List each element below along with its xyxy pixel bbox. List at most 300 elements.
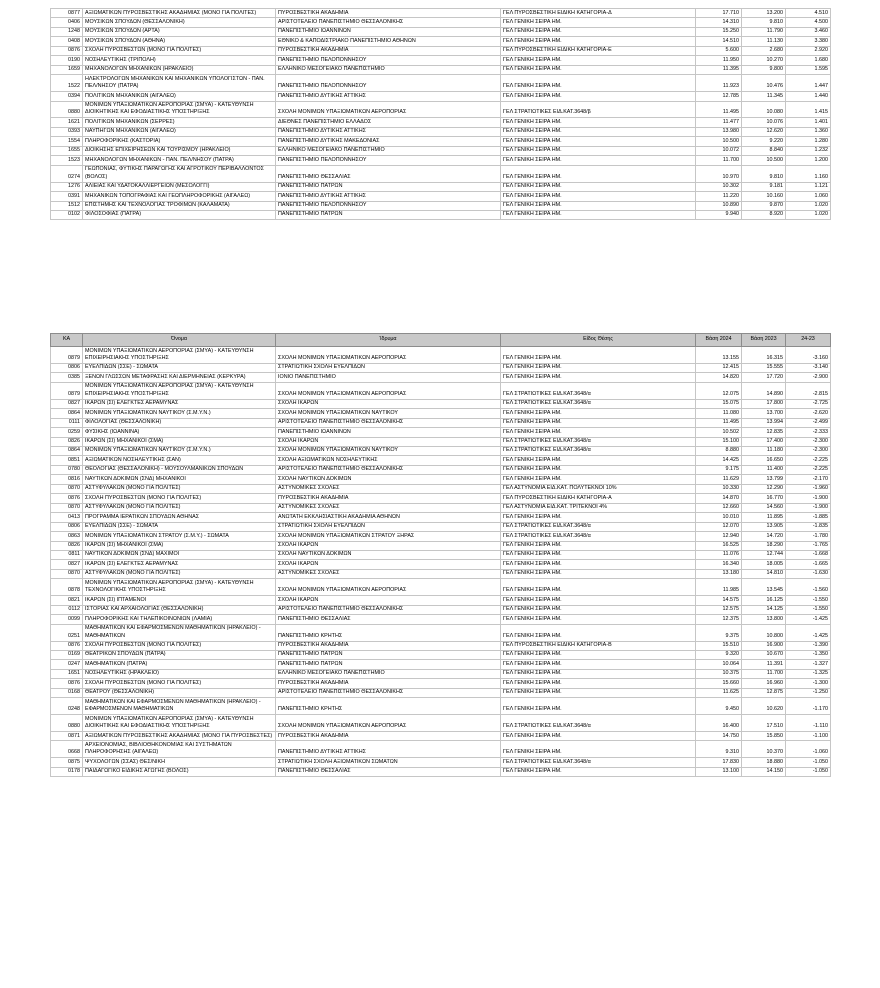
cell-position-type: ΓΕΛ ΓΕΝΙΚΗ ΣΕΙΡΑ ΗΜ.	[501, 127, 696, 136]
cell-institution: ΣΧΟΛΗ ΝΑΥΤΙΚΩΝ ΔΟΚΙΜΩΝ	[276, 475, 501, 484]
cell-institution: ΕΘΝΙΚΟ & ΚΑΠΟΔΙΣΤΡΙΑΚΟ ΠΑΝΕΠΙΣΤΗΜΙΟ ΑΘΗΝΩΝ	[276, 37, 501, 46]
cell-base-2024: 10.375	[696, 669, 742, 678]
table-row[interactable]	[51, 418, 831, 427]
cell-difference: -1.425	[786, 615, 831, 624]
cell-position-type: ΓΕΛ ΣΤΡΑΤΙΩΤΙΚΕΣ ΕΙΔ.ΚΑΤ.3648/α	[501, 446, 696, 455]
table-row[interactable]	[51, 669, 831, 678]
cell-ka: 0826	[51, 437, 83, 446]
cell-institution: ΠΑΝΕΠΙΣΤΗΜΙΟ ΘΕΣΣΑΛΙΑΣ	[276, 615, 501, 624]
table-row[interactable]	[51, 484, 831, 493]
table-row[interactable]	[51, 27, 831, 36]
cell-base-2024: 14.870	[696, 494, 742, 503]
cell-name: ΙΚΑΡΩΝ (ΣΙ) ΕΛΕΓΚΤΕΣ ΑΕΡΑΜΥΝΑΣ	[83, 399, 276, 408]
cell-position-type: ΓΕΛ ΓΕΝΙΚΗ ΣΕΙΡΑ ΗΜ.	[501, 624, 696, 641]
table-row[interactable]	[51, 758, 831, 767]
cell-institution: ΠΥΡΟΣΒΕΣΤΙΚΗ ΑΚΑΔΗΜΙΑ	[276, 46, 501, 55]
cell-base-2023: 16.650	[742, 456, 786, 465]
table-row[interactable]	[51, 605, 831, 614]
table-row[interactable]	[51, 475, 831, 484]
cell-base-2023: 16.960	[742, 679, 786, 688]
cell-base-2024: 10.330	[696, 484, 742, 493]
table-row[interactable]	[51, 56, 831, 65]
cell-position-type: ΓΕΛ ΓΕΝΙΚΗ ΣΕΙΡΑ ΗΜ.	[501, 475, 696, 484]
cell-base-2024: 11.923	[696, 75, 742, 92]
cell-base-2023: 13.545	[742, 579, 786, 596]
table-row[interactable]	[51, 615, 831, 624]
cell-difference: -1.060	[786, 741, 831, 758]
cell-ka: 0876	[51, 679, 83, 688]
cell-institution: ΠΑΝΕΠΙΣΤΗΜΙΟ ΠΑΤΡΩΝ	[276, 650, 501, 659]
table-row[interactable]	[51, 522, 831, 531]
table-row[interactable]	[51, 465, 831, 474]
cell-base-2024: 17.830	[696, 758, 742, 767]
cell-base-2024: 11.700	[696, 156, 742, 165]
cell-position-type: ΓΕΛ ΓΕΝΙΚΗ ΣΕΙΡΑ ΗΜ.	[501, 409, 696, 418]
cell-base-2023: 14.125	[742, 605, 786, 614]
cell-name: ΜΟΝΙΜΩΝ ΥΠΑΞΙΩΜΑΤΙΚΩΝ ΑΕΡΟΠΟΡΙΑΣ (ΣΜΥΑ) - ΚΑΤΕΥΘΥΝΣΗ ΤΕΧΝΟΛΟΓΙΚΗΣ ΥΠΟΣΤΗΡΙΞΗΣ	[83, 579, 276, 596]
cell-position-type: ΓΕΛ ΓΕΝΙΚΗ ΣΕΙΡΑ ΗΜ.	[501, 456, 696, 465]
cell-name: ΑΣΤΥΦΥΛΑΚΩΝ (ΜΟΝΟ ΓΙΑ ΠΟΛΙΤΕΣ)	[83, 569, 276, 578]
cell-institution: ΠΑΝΕΠΙΣΤΗΜΙΟ ΠΕΛΟΠΟΝΝΗΣΟΥ	[276, 201, 501, 210]
table-row[interactable]	[51, 513, 831, 522]
cell-ka: 0393	[51, 127, 83, 136]
cell-name: ΦΙΛΟΣΟΦΙΑΣ (ΠΑΤΡΑ)	[83, 210, 276, 219]
table-row[interactable]	[51, 118, 831, 127]
table-body-top	[51, 9, 831, 220]
table-row[interactable]	[51, 641, 831, 650]
cell-base-2023: 10.620	[742, 698, 786, 715]
cell-ka: 1554	[51, 137, 83, 146]
cell-position-type: ΓΕΛ ΑΣΤΥΝΟΜΙΑ ΕΙΔ.ΚΑΤ. ΤΡΙΤΕΚΝΟΙ 4%	[501, 503, 696, 512]
cell-position-type: ΓΕΛ ΣΤΡΑΤΙΩΤΙΚΕΣ ΕΙΔ.ΚΑΤ.3648/α	[501, 522, 696, 531]
cell-name: ΜΗΧΑΝΙΚΩΝ ΤΟΠΟΓΡΑΦΙΑΣ ΚΑΙ ΓΕΩΠΛΗΡΟΦΟΡΙΚΗΣ (ΑΙΓΑΛΕΩ)	[83, 192, 276, 201]
cell-base-2024: 13.155	[696, 347, 742, 364]
cell-position-type: ΓΕΛ ΓΕΝΙΚΗ ΣΕΙΡΑ ΗΜ.	[501, 541, 696, 550]
cell-difference: -3.160	[786, 347, 831, 364]
cell-difference: -2.225	[786, 456, 831, 465]
cell-difference: -1.050	[786, 758, 831, 767]
cell-position-type: ΓΕΛ ΓΕΝΙΚΗ ΣΕΙΡΑ ΗΜ.	[501, 201, 696, 210]
table-row[interactable]	[51, 660, 831, 669]
cell-difference: 1.401	[786, 118, 831, 127]
cell-institution: ΠΑΝΕΠΙΣΤΗΜΙΟ ΘΕΣΣΑΛΙΑΣ	[276, 767, 501, 776]
cell-base-2023: 12.620	[742, 127, 786, 136]
cell-difference: -1.550	[786, 605, 831, 614]
cell-position-type: ΓΕΛ ΠΥΡΟΣΒΕΣΤΙΚΗ ΕΙΔΙΚΗ ΚΑΤΗΓΟΡΙΑ-Β	[501, 641, 696, 650]
cell-base-2023: 16.770	[742, 494, 786, 503]
cell-difference: -1.630	[786, 569, 831, 578]
cell-name: ΣΧΟΛΗ ΠΥΡΟΣΒΕΣΤΩΝ (ΜΟΝΟ ΓΙΑ ΠΟΛΙΤΕΣ)	[83, 494, 276, 503]
cell-name: ΗΛΕΚΤΡΟΛΟΓΩΝ ΜΗΧΑΝΙΚΩΝ ΚΑΙ ΜΗΧΑΝΙΚΩΝ ΥΠΟΛΟΓΙΣΤΩΝ - ΠΑΝ. ΠΕΛ/ΝΗΣΟΥ (ΠΑΤΡΑ)	[83, 75, 276, 92]
cell-institution: ΣΤΡΑΤΙΩΤΙΚΗ ΣΧΟΛΗ ΑΞΙΩΜΑΤΙΚΩΝ ΣΩΜΑΤΩΝ	[276, 758, 501, 767]
cell-name: ΘΕΟΛΟΓΙΑΣ (ΘΕΣΣΑΛΟΝΙΚΗ) - ΜΟΥΣΟΥΛΜΑΝΙΚΩΝ ΣΠΟΥΔΩΝ	[83, 465, 276, 474]
cell-institution: ΣΧΟΛΗ ΙΚΑΡΩΝ	[276, 560, 501, 569]
cell-base-2023: 14.560	[742, 503, 786, 512]
table-row[interactable]	[51, 409, 831, 418]
table-row[interactable]	[51, 46, 831, 55]
cell-name: ΘΕΑΤΡΟΥ (ΘΕΣΣΑΛΟΝΙΚΗ)	[83, 688, 276, 697]
cell-difference: 1.680	[786, 56, 831, 65]
table-row[interactable]	[51, 446, 831, 455]
table-row[interactable]	[51, 146, 831, 155]
table-row[interactable]	[51, 596, 831, 605]
cell-base-2023: 17.720	[742, 373, 786, 382]
cell-base-2024: 15.510	[696, 641, 742, 650]
table-row[interactable]	[51, 156, 831, 165]
cell-institution: ΣΧΟΛΗ ΙΚΑΡΩΝ	[276, 399, 501, 408]
cell-base-2023: 11.790	[742, 27, 786, 36]
cell-difference: 1.280	[786, 137, 831, 146]
cell-institution: ΣΧΟΛΗ ΜΟΝΙΜΩΝ ΥΠΑΞΙΩΜΑΤΙΚΩΝ ΝΑΥΤΙΚΟΥ	[276, 446, 501, 455]
cell-name: ΜΑΘΗΜΑΤΙΚΩΝ ΚΑΙ ΕΦΑΡΜΟΣΜΕΝΩΝ ΜΑΘΗΜΑΤΙΚΩΝ (ΗΡΑΚΛΕΙΟ) - ΜΑΘΗΜΑΤΙΚΩΝ	[83, 624, 276, 641]
cell-name: ΝΟΣΗΛΕΥΤΙΚΗΣ (ΗΡΑΚΛΕΙΟ)	[83, 669, 276, 678]
cell-position-type: ΓΕΛ ΠΥΡΟΣΒΕΣΤΙΚΗ ΕΙΔΙΚΗ ΚΑΤΗΓΟΡΙΑ-Ε	[501, 46, 696, 55]
cell-difference: -1.560	[786, 579, 831, 596]
cell-base-2024: 11.495	[696, 418, 742, 427]
cell-institution: ΠΑΝΕΠΙΣΤΗΜΙΟ ΚΡΗΤΗΣ	[276, 698, 501, 715]
cell-ka: 0880	[51, 101, 83, 118]
table-row[interactable]	[51, 92, 831, 101]
cell-base-2023: 11.391	[742, 660, 786, 669]
cell-base-2024: 10.072	[696, 146, 742, 155]
cell-name: ΑΞΙΩΜΑΤΙΚΩΝ ΠΥΡΟΣΒΕΣΤΙΚΗΣ ΑΚΑΔΗΜΙΑΣ (ΜΟΝΟ ΓΙΑ ΠΟΛΙΤΕΣ)	[83, 9, 276, 18]
cell-name: ΘΕΑΤΡΙΚΩΝ ΣΠΟΥΔΩΝ (ΠΑΤΡΑ)	[83, 650, 276, 659]
table-row[interactable]	[51, 437, 831, 446]
cell-ka: 0876	[51, 494, 83, 503]
table-row[interactable]	[51, 494, 831, 503]
cell-ka: 0391	[51, 192, 83, 201]
cell-institution: ΑΝΩΤΑΤΗ ΕΚΚΛΗΣΙΑΣΤΙΚΗ ΑΚΑΔΗΜΙΑ ΑΘΗΝΩΝ	[276, 513, 501, 522]
table-row[interactable]	[51, 560, 831, 569]
cell-difference: 1.121	[786, 182, 831, 191]
cell-base-2024: 11.625	[696, 688, 742, 697]
table-row[interactable]	[51, 373, 831, 382]
cell-name: ΣΧΟΛΗ ΠΥΡΟΣΒΕΣΤΩΝ (ΜΟΝΟ ΓΙΑ ΠΟΛΙΤΕΣ)	[83, 679, 276, 688]
cell-name: ΦΥΣΙΚΗΣ (ΙΩΑΝΝΙΝΑ)	[83, 428, 276, 437]
table-body-bottom	[51, 347, 831, 777]
cell-position-type: ΓΕΛ ΓΕΝΙΚΗ ΣΕΙΡΑ ΗΜ.	[501, 569, 696, 578]
cell-base-2023: 11.700	[742, 669, 786, 678]
table-row[interactable]	[51, 137, 831, 146]
cell-position-type: ΓΕΛ ΓΕΝΙΚΗ ΣΕΙΡΑ ΗΜ.	[501, 18, 696, 27]
cell-ka: 0879	[51, 347, 83, 364]
col-header-base-2024[interactable]: Βάση 2024	[696, 334, 742, 347]
cell-ka: 0877	[51, 9, 83, 18]
cell-ka: 0878	[51, 579, 83, 596]
cell-difference: -1.350	[786, 650, 831, 659]
cell-base-2024: 12.375	[696, 615, 742, 624]
table-row[interactable]	[51, 679, 831, 688]
cell-institution: ΣΧΟΛΗ ΙΚΑΡΩΝ	[276, 541, 501, 550]
table-row[interactable]	[51, 688, 831, 697]
cell-ka: 0408	[51, 37, 83, 46]
cell-difference: -2.499	[786, 418, 831, 427]
cell-position-type: ΓΕΛ ΓΕΝΙΚΗ ΣΕΙΡΑ ΗΜ.	[501, 669, 696, 678]
cell-ka: 1248	[51, 27, 83, 36]
table-row[interactable]	[51, 732, 831, 741]
cell-institution: ΣΧΟΛΗ ΙΚΑΡΩΝ	[276, 596, 501, 605]
col-header-ka[interactable]: ΚΑ	[51, 334, 83, 347]
cell-position-type: ΓΕΛ ΑΣΤΥΝΟΜΙΑ ΕΙΔ.ΚΑΤ. ΠΟΛΥΤΕΚΝΟΙ 10%	[501, 484, 696, 493]
cell-name: ΠΛΗΡΟΦΟΡΙΚΗΣ (ΚΑΣΤΟΡΙΑ)	[83, 137, 276, 146]
cell-difference: 1.360	[786, 127, 831, 136]
table-row[interactable]	[51, 569, 831, 578]
cell-position-type: ΓΕΛ ΣΤΡΑΤΙΩΤΙΚΕΣ ΕΙΔ.ΚΑΤ.3648/β	[501, 101, 696, 118]
cell-base-2023: 9.870	[742, 201, 786, 210]
cell-institution: ΠΑΝΕΠΙΣΤΗΜΙΟ ΙΩΑΝΝΙΝΩΝ	[276, 27, 501, 36]
table-row[interactable]	[51, 767, 831, 776]
cell-position-type: ΓΕΛ ΓΕΝΙΚΗ ΣΕΙΡΑ ΗΜ.	[501, 146, 696, 155]
cell-position-type: ΓΕΛ ΣΤΡΑΤΙΩΤΙΚΕΣ ΕΙΔ.ΚΑΤ.3648/α	[501, 382, 696, 399]
bases-table-negative	[50, 333, 831, 777]
cell-ka: 0248	[51, 698, 83, 715]
cell-name: ΦΙΛΟΛΟΓΙΑΣ (ΘΕΣΣΑΛΟΝΙΚΗ)	[83, 418, 276, 427]
cell-base-2023: 13.994	[742, 418, 786, 427]
cell-base-2024: 9.375	[696, 624, 742, 641]
cell-position-type: ΓΕΛ ΓΕΝΙΚΗ ΣΕΙΡΑ ΗΜ.	[501, 56, 696, 65]
cell-base-2024: 11.495	[696, 101, 742, 118]
cell-difference: 1.415	[786, 101, 831, 118]
cell-base-2023: 16.315	[742, 347, 786, 364]
cell-difference: 4.500	[786, 18, 831, 27]
cell-name: ΑΞΙΩΜΑΤΙΚΩΝ ΠΥΡΟΣΒΕΣΤΙΚΗΣ ΑΚΑΔΗΜΙΑΣ (ΜΟΝΟ ΓΙΑ ΠΥΡΟΣΒΕΣΤΕΣ)	[83, 732, 276, 741]
cell-base-2024: 16.525	[696, 541, 742, 550]
cell-difference: 1.160	[786, 165, 831, 182]
cell-base-2024: 10.302	[696, 182, 742, 191]
table-row[interactable]	[51, 101, 831, 118]
cell-base-2023: 10.476	[742, 75, 786, 92]
cell-institution: ΠΑΝΕΠΙΣΤΗΜΙΟ ΠΕΛΟΠΟΝΝΗΣΟΥ	[276, 56, 501, 65]
cell-institution: ΣΧΟΛΗ ΝΑΥΤΙΚΩΝ ΔΟΚΙΜΩΝ	[276, 550, 501, 559]
table-row[interactable]	[51, 347, 831, 364]
table-row[interactable]	[51, 192, 831, 201]
cell-ka: 1522	[51, 75, 83, 92]
cell-ka: 0806	[51, 522, 83, 531]
cell-difference: 3.460	[786, 27, 831, 36]
cell-name: ΑΣΤΥΦΥΛΑΚΩΝ (ΜΟΝΟ ΓΙΑ ΠΟΛΙΤΕΣ)	[83, 484, 276, 493]
cell-base-2024: 12.785	[696, 92, 742, 101]
cell-ka: 1523	[51, 156, 83, 165]
cell-base-2024: 11.220	[696, 192, 742, 201]
table-row[interactable]	[51, 741, 831, 758]
cell-name: ΜΑΘΗΜΑΤΙΚΩΝ ΚΑΙ ΕΦΑΡΜΟΣΜΕΝΩΝ ΜΑΘΗΜΑΤΙΚΩΝ (ΗΡΑΚΛΕΙΟ) - ΕΦΑΡΜΟΣΜΕΝΩΝ ΜΑΘΗΜΑΤΙΚΩΝ	[83, 698, 276, 715]
table-row[interactable]	[51, 541, 831, 550]
cell-institution: ΣΧΟΛΗ ΜΟΝΙΜΩΝ ΥΠΑΞΙΩΜΑΤΙΚΩΝ ΝΑΥΤΙΚΟΥ	[276, 409, 501, 418]
cell-base-2023: 12.290	[742, 484, 786, 493]
cell-base-2024: 12.660	[696, 503, 742, 512]
cell-position-type: ΓΕΛ ΓΕΝΙΚΗ ΣΕΙΡΑ ΗΜ.	[501, 65, 696, 74]
cell-position-type: ΓΕΛ ΓΕΝΙΚΗ ΣΕΙΡΑ ΗΜ.	[501, 182, 696, 191]
cell-difference: -1.960	[786, 484, 831, 493]
cell-base-2024: 11.985	[696, 579, 742, 596]
table-row[interactable]	[51, 624, 831, 641]
cell-base-2024: 11.080	[696, 409, 742, 418]
cell-difference: -2.333	[786, 428, 831, 437]
table-row[interactable]	[51, 65, 831, 74]
cell-name: ΠΟΛΙΤΙΚΩΝ ΜΗΧΑΝΙΚΩΝ (ΣΕΡΡΕΣ)	[83, 118, 276, 127]
table-row[interactable]	[51, 363, 831, 372]
cell-difference: 1.020	[786, 201, 831, 210]
table-row[interactable]	[51, 456, 831, 465]
cell-name: ΙΚΑΡΩΝ (ΣΙ) ΙΠΤΑΜΕΝΟΙ	[83, 596, 276, 605]
cell-institution: ΙΟΝΙΟ ΠΑΝΕΠΙΣΤΗΜΙΟ	[276, 373, 501, 382]
cell-name: ΜΟΝΙΜΩΝ ΥΠΑΞΙΩΜΑΤΙΚΩΝ ΝΑΥΤΙΚΟΥ (Σ.Μ.Υ.Ν.)	[83, 409, 276, 418]
cell-base-2024: 11.395	[696, 65, 742, 74]
table-row[interactable]	[51, 503, 831, 512]
cell-difference: -1.327	[786, 660, 831, 669]
cell-ka: 0870	[51, 569, 83, 578]
cell-base-2024: 11.477	[696, 118, 742, 127]
cell-position-type: ΓΕΛ ΣΤΡΑΤΙΩΤΙΚΕΣ ΕΙΔ.ΚΑΤ.3648/α	[501, 758, 696, 767]
cell-base-2024: 15.660	[696, 679, 742, 688]
table-row[interactable]	[51, 210, 831, 219]
table-row[interactable]	[51, 201, 831, 210]
col-header-name[interactable]: Όνομα	[83, 334, 276, 347]
cell-base-2024: 5.600	[696, 46, 742, 55]
cell-institution: ΠΑΝΕΠΙΣΤΗΜΙΟ ΚΡΗΤΗΣ	[276, 624, 501, 641]
cell-base-2024: 14.510	[696, 37, 742, 46]
cell-name: ΕΠΙΣΤΗΜΗΣ ΚΑΙ ΤΕΧΝΟΛΟΓΙΑΣ ΤΡΟΦΙΜΩΝ (ΚΑΛΑΜΑΤΑ)	[83, 201, 276, 210]
cell-difference: 1.232	[786, 146, 831, 155]
cell-name: ΞΕΝΩΝ ΓΛΩΣΣΩΝ ΜΕΤΑΦΡΑΣΗΣ ΚΑΙ ΔΙΕΡΜΗΝΕΙΑΣ (ΚΕΡΚΥΡΑ)	[83, 373, 276, 382]
cell-ka: 0806	[51, 363, 83, 372]
cell-position-type: ΓΕΛ ΓΕΝΙΚΗ ΣΕΙΡΑ ΗΜ.	[501, 513, 696, 522]
cell-ka: 0247	[51, 660, 83, 669]
table-row[interactable]	[51, 382, 831, 399]
cell-ka: 0870	[51, 503, 83, 512]
cell-base-2024: 14.575	[696, 596, 742, 605]
cell-base-2024: 14.425	[696, 456, 742, 465]
cell-ka: 0827	[51, 560, 83, 569]
cell-ka: 0102	[51, 210, 83, 219]
cell-institution: ΠΥΡΟΣΒΕΣΤΙΚΗ ΑΚΑΔΗΜΙΑ	[276, 641, 501, 650]
cell-base-2023: 10.800	[742, 624, 786, 641]
cell-ka: 0864	[51, 446, 83, 455]
cell-base-2023: 14.810	[742, 569, 786, 578]
cell-ka: 1512	[51, 201, 83, 210]
cell-base-2024: 16.340	[696, 560, 742, 569]
cell-position-type: ΓΕΛ ΓΕΝΙΚΗ ΣΕΙΡΑ ΗΜ.	[501, 465, 696, 474]
table-row[interactable]	[51, 550, 831, 559]
cell-institution: ΣΧΟΛΗ ΜΟΝΙΜΩΝ ΥΠΑΞΙΩΜΑΤΙΚΩΝ ΑΕΡΟΠΟΡΙΑΣ	[276, 579, 501, 596]
cell-institution: ΠΑΝΕΠΙΣΤΗΜΙΟ ΔΥΤΙΚΗΣ ΑΤΤΙΚΗΣ	[276, 192, 501, 201]
cell-institution: ΣΧΟΛΗ ΑΞΙΩΜΑΤΙΚΩΝ ΝΟΣΗΛΕΥΤΙΚΗΣ	[276, 456, 501, 465]
cell-base-2023: 9.220	[742, 137, 786, 146]
cell-difference: 4.510	[786, 9, 831, 18]
col-header-inst[interactable]: Ίδρυμα	[276, 334, 501, 347]
cell-base-2023: 2.680	[742, 46, 786, 55]
cell-ka: 0875	[51, 758, 83, 767]
cell-base-2024: 10.010	[696, 513, 742, 522]
cell-name: ΑΛΙΕΙΑΣ ΚΑΙ ΥΔΑΤΟΚΑΛΛΙΕΡΓΕΙΩΝ (ΜΕΣΟΛΟΓΓΙ)	[83, 182, 276, 191]
cell-difference: 2.920	[786, 46, 831, 55]
cell-base-2023: 11.400	[742, 465, 786, 474]
cell-name: ΠΑΙΔΑΓΩΓΙΚΟ ΕΙΔΙΚΗΣ ΑΓΩΓΗΣ (ΒΟΛΟΣ)	[83, 767, 276, 776]
table-row[interactable]	[51, 399, 831, 408]
cell-position-type: ΓΕΛ ΓΕΝΙΚΗ ΣΕΙΡΑ ΗΜ.	[501, 92, 696, 101]
cell-base-2024: 12.070	[696, 522, 742, 531]
cell-ka: 1276	[51, 182, 83, 191]
cell-ka: 0190	[51, 56, 83, 65]
cell-institution: ΣΧΟΛΗ ΙΚΑΡΩΝ	[276, 437, 501, 446]
table-header-bottom	[51, 334, 831, 347]
table-row[interactable]	[51, 579, 831, 596]
cell-base-2024: 12.415	[696, 363, 742, 372]
col-header-diff[interactable]: 24-23	[786, 334, 831, 347]
table-row[interactable]	[51, 650, 831, 659]
cell-position-type: ΓΕΛ ΣΤΡΑΤΙΩΤΙΚΕΣ ΕΙΔ.ΚΑΤ.3648/α	[501, 437, 696, 446]
table-row[interactable]	[51, 18, 831, 27]
cell-difference: -2.620	[786, 409, 831, 418]
table-row[interactable]	[51, 165, 831, 182]
cell-difference: -3.140	[786, 363, 831, 372]
cell-ka: 0876	[51, 46, 83, 55]
cell-institution: ΕΛΛΗΝΙΚΟ ΜΕΣΟΓΕΙΑΚΟ ΠΑΝΕΠΙΣΤΗΜΙΟ	[276, 669, 501, 678]
cell-difference: -1.425	[786, 624, 831, 641]
cell-difference: -1.665	[786, 560, 831, 569]
table-row[interactable]	[51, 127, 831, 136]
cell-position-type: ΓΕΛ ΓΕΝΙΚΗ ΣΕΙΡΑ ΗΜ.	[501, 363, 696, 372]
cell-position-type: ΓΕΛ ΓΕΝΙΚΗ ΣΕΙΡΑ ΗΜ.	[501, 347, 696, 364]
cell-base-2023: 14.720	[742, 532, 786, 541]
cell-ka: 0821	[51, 596, 83, 605]
cell-position-type: ΓΕΛ ΓΕΝΙΚΗ ΣΕΙΡΑ ΗΜ.	[501, 192, 696, 201]
cell-name: ΨΥΧΟΛΟΓΩΝ (ΣΣΑΣ) ΘΕΣ/ΝΙΚΗ	[83, 758, 276, 767]
table-row[interactable]	[51, 9, 831, 18]
table-row[interactable]	[51, 182, 831, 191]
cell-name: ΜΟΝΙΜΩΝ ΥΠΑΞΙΩΜΑΤΙΚΩΝ ΑΕΡΟΠΟΡΙΑΣ (ΣΜΥΑ) - ΚΑΤΕΥΘΥΝΣΗ ΕΠΙΧΕΙΡΗΣΙΑΚΗΣ ΥΠΟΣΤΗΡΙΞΗΣ	[83, 382, 276, 399]
cell-base-2024: 12.075	[696, 382, 742, 399]
cell-difference: 1.440	[786, 92, 831, 101]
col-header-base-2023[interactable]: Βάση 2023	[742, 334, 786, 347]
cell-institution: ΠΑΝΕΠΙΣΤΗΜΙΟ ΠΕΛΟΠΟΝΝΗΣΟΥ	[276, 75, 501, 92]
col-header-type[interactable]: Είδος Θέσης	[501, 334, 696, 347]
table-row[interactable]	[51, 715, 831, 732]
cell-name: ΜΟΥΣΙΚΩΝ ΣΠΟΥΔΩΝ (ΘΕΣΣΑΛΟΝΙΚΗ)	[83, 18, 276, 27]
cell-position-type: ΓΕΛ ΓΕΝΙΚΗ ΣΕΙΡΑ ΗΜ.	[501, 210, 696, 219]
cell-difference: -1.050	[786, 767, 831, 776]
cell-base-2023: 10.160	[742, 192, 786, 201]
cell-base-2024: 9.310	[696, 741, 742, 758]
cell-ka: 0099	[51, 615, 83, 624]
cell-base-2023: 18.290	[742, 541, 786, 550]
cell-base-2023: 18.005	[742, 560, 786, 569]
cell-base-2024: 14.750	[696, 732, 742, 741]
cell-institution: ΑΡΙΣΤΟΤΕΛΕΙΟ ΠΑΝΕΠΙΣΤΗΜΙΟ ΘΕΣΣΑΛΟΝΙΚΗΣ	[276, 18, 501, 27]
cell-base-2024: 13.980	[696, 127, 742, 136]
cell-institution: ΠΑΝΕΠΙΣΤΗΜΙΟ ΠΑΤΡΩΝ	[276, 182, 501, 191]
table-row[interactable]	[51, 37, 831, 46]
cell-base-2023: 13.200	[742, 9, 786, 18]
cell-name: ΜΑΘΗΜΑΤΙΚΩΝ (ΠΑΤΡΑ)	[83, 660, 276, 669]
cell-institution: ΣΧΟΛΗ ΜΟΝΙΜΩΝ ΥΠΑΞΙΩΜΑΤΙΚΩΝ ΣΤΡΑΤΟΥ ΞΗΡΑΣ	[276, 532, 501, 541]
table-row[interactable]	[51, 532, 831, 541]
cell-difference: -2.900	[786, 373, 831, 382]
table-block-bottom	[50, 333, 830, 777]
cell-base-2023: 11.895	[742, 513, 786, 522]
cell-institution: ΑΣΤΥΝΟΜΙΚΕΣ ΣΧΟΛΕΣ	[276, 569, 501, 578]
cell-position-type: ΓΕΛ ΓΕΝΙΚΗ ΣΕΙΡΑ ΗΜ.	[501, 688, 696, 697]
table-row[interactable]	[51, 75, 831, 92]
cell-name: ΠΡΟΓΡΑΜΜΑ ΙΕΡΑΤΙΚΩΝ ΣΠΟΥΔΩΝ ΑΘΗΝΑΣ	[83, 513, 276, 522]
cell-name: ΙΚΑΡΩΝ (ΣΙ) ΜΗΧΑΝΙΚΟΙ (ΣΜΑ)	[83, 437, 276, 446]
cell-institution: ΠΥΡΟΣΒΕΣΤΙΚΗ ΑΚΑΔΗΜΙΑ	[276, 732, 501, 741]
cell-ka: 0826	[51, 541, 83, 550]
table-row[interactable]	[51, 698, 831, 715]
cell-name: ΜΗΧΑΝΟΛΟΓΩΝ ΜΗΧΑΝΙΚΩΝ (ΗΡΑΚΛΕΙΟ)	[83, 65, 276, 74]
table-row[interactable]	[51, 428, 831, 437]
cell-base-2024: 13.100	[696, 767, 742, 776]
